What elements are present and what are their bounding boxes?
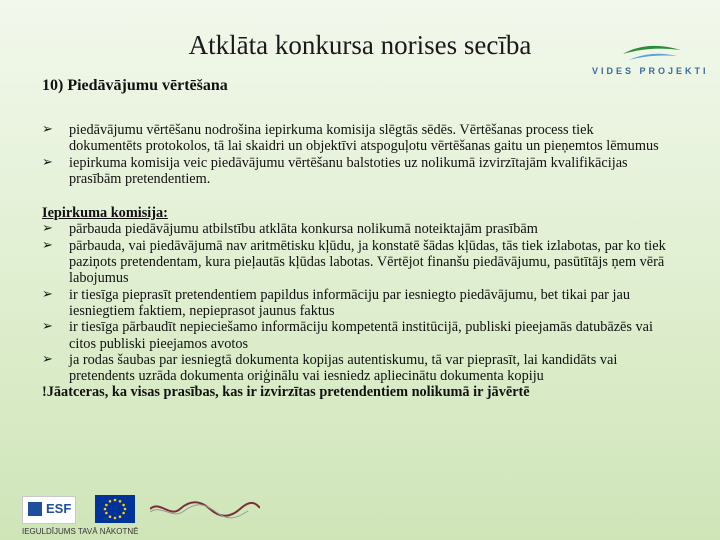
- arrow-bullet-icon: ➢: [42, 286, 53, 302]
- slide-body: [42, 122, 667, 401]
- bullet-text: iepirkuma komisija veic piedāvājumu vērtēšanu balstoties uz nolikumā izvirzītajām kvalifikācijas prasībām pretendentiem.: [69, 154, 628, 187]
- bullet-text: ir tiesīga pārbaudīt nepieciešamo informāciju kompetentā institūcijā, publiski pieejamās datubāzēs vai citos publiski pieejamos avotos: [69, 319, 654, 352]
- arrow-bullet-icon: ➢: [42, 237, 53, 253]
- bullet-text: piedāvājumu vērtēšanu nodrošina iepirkuma komisija slēgtās sēdēs. Vērtēšanas process tiek dokumentēts protokolos, tā lai skaidri un objektīvi atspoguļotu vērtēšanas gaitu un pieņemtos lēmumus: [69, 122, 659, 155]
- bullet-text: ja rodas šaubas par iesniegtā dokumenta kopijas autentiskumu, tā var pieprasīt, lai kandidāts vai pretendents uzrāda dokumenta oriģinālu vai iesniedz apliecinātu dokumenta kopiju: [69, 351, 618, 385]
- bullet-item: [42, 122, 667, 155]
- bullet-item: [42, 319, 667, 352]
- arrow-bullet-icon: ➢: [42, 154, 53, 170]
- bullet-text: pārbauda, vai piedāvājumā nav aritmētisku kļūdu, ja konstatē šādas kļūdas, tās tiek izlabotas, par ko tiek paziņots pretendentam, kura pieļautās kļūdas labotas. Vērtējot finanšu piedāvājumu, pasūtītājs ņem vērā labojumus: [69, 237, 666, 287]
- arrow-bullet-icon: ➢: [42, 221, 53, 237]
- commission-title: Iepirkuma komisija:: [42, 205, 168, 222]
- esf-label: ESF: [46, 501, 72, 516]
- bullet-text: pārbauda piedāvājumu atbilstību atklāta konkursa nolikumā noteiktajām prasībām: [69, 221, 538, 238]
- footer-text: IEGULDĪJUMS TAVĀ NĀKOTNĒ: [22, 527, 139, 536]
- bullet-item: [42, 287, 667, 320]
- final-note: !Jāatceras, ka visas prasības, kas ir izvirzītas pretendentiem nolikumā ir jāvērtē: [42, 384, 530, 401]
- slide-title: Atklāta konkursa norises secība: [188, 30, 532, 60]
- national-logo-stripe: [150, 496, 260, 522]
- logo-text: VIDES PROJEKTI: [592, 66, 709, 76]
- bullet-item: [42, 238, 667, 287]
- section-title: 10) Piedāvājumu vērtēšana: [42, 77, 228, 94]
- bullet-item: [42, 221, 667, 237]
- bullet-item: [42, 352, 667, 385]
- bullet-item: [42, 155, 667, 188]
- arrow-bullet-icon: ➢: [42, 122, 53, 137]
- eu-flag-icon: [95, 495, 135, 523]
- esf-mark-icon: [28, 502, 42, 516]
- arrow-bullet-icon: ➢: [42, 319, 53, 335]
- footer: [0, 490, 720, 540]
- arrow-bullet-icon: ➢: [42, 351, 53, 367]
- esf-logo: [22, 496, 76, 524]
- vides-projekti-logo: [585, 42, 710, 82]
- bullet-text: ir tiesīga pieprasīt pretendentiem papildus informāciju par iesniegto piedāvājumu, bet tikai par jau iesniegtiem faktiem, nepieprasot jaunus faktus: [69, 286, 630, 319]
